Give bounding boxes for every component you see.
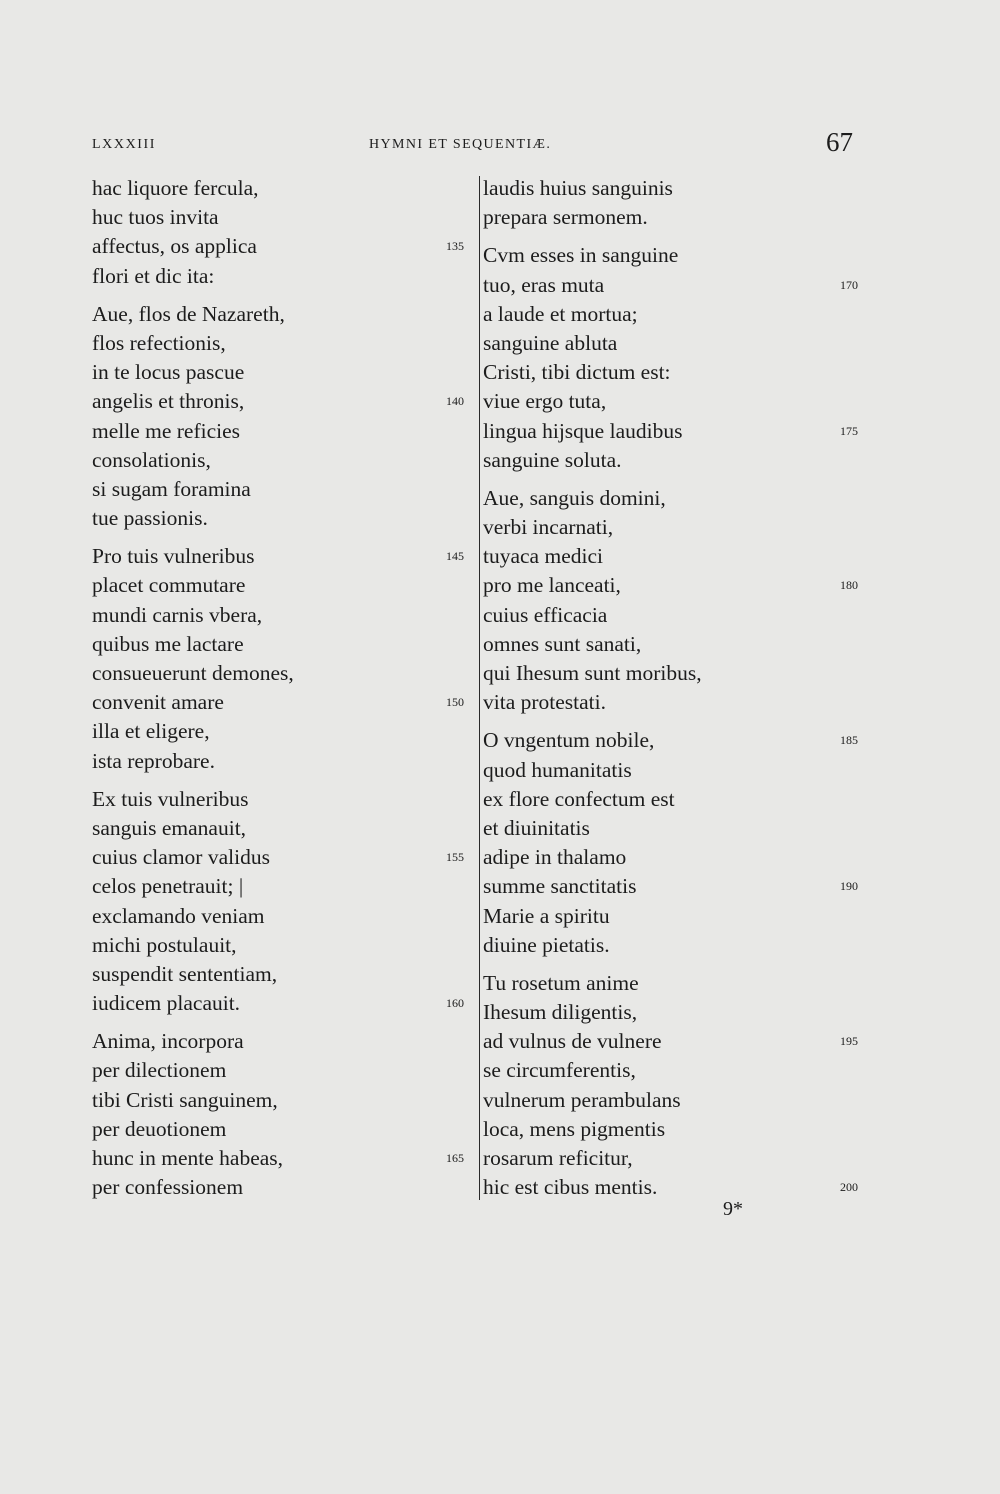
verse-line (92, 1086, 482, 1115)
verse-text: mundi carnis vbera, (92, 602, 263, 627)
verse-text: summe sanctitatis (483, 874, 637, 899)
verse-line (92, 329, 482, 358)
verse-line (92, 203, 482, 232)
verse-text: qui Ihesum sunt moribus, (483, 661, 702, 685)
verse-text: Ihesum diligentis, (483, 1000, 638, 1025)
line-number: 170 (840, 277, 858, 292)
right-verse-column (483, 174, 863, 1211)
stanza (92, 300, 482, 534)
verse-text: Cvm esses in sanguine (483, 243, 679, 268)
line-number: 195 (840, 1034, 858, 1049)
verse-text: hunc in mente habeas, (92, 1146, 284, 1170)
verse-text: per dilectionem (92, 1058, 227, 1083)
verse-line (92, 814, 482, 843)
verse-text: cuius efficacia (483, 602, 608, 627)
verse-line (483, 630, 863, 659)
column-divider (479, 176, 480, 1200)
verse-line (92, 1027, 482, 1056)
verse-text: Aue, sanguis domini, (483, 485, 666, 510)
stanza (92, 542, 482, 776)
verse-text: quod humanitatis (483, 757, 632, 782)
line-number: 160 (446, 996, 464, 1011)
verse-text: lingua hijsque laudibus (483, 418, 683, 443)
verse-text: rosarum reficitur, (483, 1146, 633, 1170)
verse-line (92, 843, 482, 872)
verse-text: placet commutare (92, 573, 246, 598)
verse-line (483, 1027, 863, 1056)
verse-text: et diuinitatis (483, 815, 590, 840)
verse-line (483, 241, 863, 270)
verse-text: flori et dic ita: (92, 263, 215, 288)
verse-text: consolationis, (92, 447, 211, 472)
verse-text: laudis huius sanguinis (483, 176, 673, 200)
line-number: 155 (446, 850, 464, 865)
verse-text: tuyaca medici (483, 544, 603, 569)
verse-text: vulnerum perambulans (483, 1087, 681, 1112)
verse-line (92, 571, 482, 600)
verse-text: diuine pietatis. (483, 932, 610, 957)
verse-line (92, 1056, 482, 1085)
verse-line (483, 446, 863, 475)
line-number: 175 (840, 423, 858, 438)
stanza (483, 726, 863, 960)
verse-text: Ex tuis vulneribus (92, 786, 249, 811)
stanza (483, 174, 863, 232)
verse-line (483, 756, 863, 785)
verse-text: tue passionis. (92, 506, 208, 531)
verse-text: ad vulnus de vulnere (483, 1029, 662, 1054)
verse-line (483, 484, 863, 513)
verse-line (483, 1144, 863, 1173)
verse-line (483, 969, 863, 998)
verse-line (483, 1173, 863, 1202)
line-number: 200 (840, 1180, 858, 1195)
verse-text: Aue, flos de Nazareth, (92, 301, 285, 326)
line-number: 190 (840, 879, 858, 894)
verse-line (483, 1086, 863, 1115)
verse-line (483, 1115, 863, 1144)
verse-text: angelis et thronis, (92, 389, 245, 414)
verse-line (92, 630, 482, 659)
verse-line (483, 174, 863, 203)
verse-text: iudicem placauit. (92, 991, 241, 1016)
verse-text: cuius clamor validus (92, 845, 270, 870)
verse-text: consueuerunt demones, (92, 661, 294, 685)
verse-text: tuo, eras muta (483, 272, 605, 297)
verse-text: pro me lanceati, (483, 573, 621, 598)
verse-text: loca, mens pigmentis (483, 1116, 666, 1141)
verse-line (92, 446, 482, 475)
verse-line (92, 688, 482, 717)
verse-text: sanguis emanauit, (92, 815, 247, 840)
verse-line (92, 475, 482, 504)
verse-text: michi postulauit, (92, 932, 237, 957)
left-verse-column (92, 174, 482, 1211)
verse-line (92, 174, 482, 203)
verse-text: a laude et mortua; (483, 301, 638, 326)
stanza (483, 484, 863, 718)
verse-line (483, 688, 863, 717)
verse-line (483, 387, 863, 416)
verse-text: ista reprobare. (92, 748, 215, 773)
verse-text: sanguine soluta. (483, 447, 622, 472)
verse-line (92, 747, 482, 776)
verse-text: Tu rosetum anime (483, 970, 639, 995)
verse-line (483, 998, 863, 1027)
verse-line (92, 872, 482, 901)
running-title: HYMNI ET SEQUENTIÆ. (369, 137, 552, 152)
verse-line (483, 785, 863, 814)
verse-text: per deuotionem (92, 1116, 227, 1141)
stanza (92, 1027, 482, 1202)
verse-text: quibus me lactare (92, 631, 244, 656)
verse-text: in te locus pascue (92, 360, 245, 385)
verse-line (92, 387, 482, 416)
verse-line (483, 417, 863, 446)
verse-text: O vngentum nobile, (483, 728, 655, 753)
line-number: 185 (840, 733, 858, 748)
verse-text: Anima, incorpora (92, 1029, 244, 1054)
verse-line (483, 814, 863, 843)
verse-line (92, 931, 482, 960)
line-number: 165 (446, 1151, 464, 1165)
verse-text: hac liquore fercula, (92, 176, 259, 200)
verse-line (92, 717, 482, 746)
verse-text: exclamando veniam (92, 903, 265, 928)
line-number: 145 (446, 549, 464, 564)
verse-text: huc tuos invita (92, 205, 219, 230)
verse-line (92, 504, 482, 533)
stanza (483, 969, 863, 1203)
verse-line (483, 513, 863, 542)
verse-line (483, 542, 863, 571)
verse-text: verbi incarnati, (483, 515, 614, 540)
verse-text: se circumferentis, (483, 1058, 636, 1083)
verse-line (92, 262, 482, 291)
verse-text: suspendit sententiam, (92, 961, 278, 986)
verse-text: celos penetrauit; | (92, 874, 244, 899)
verse-line (92, 300, 482, 329)
verse-line (483, 271, 863, 300)
verse-line (92, 960, 482, 989)
verse-text: Marie a spiritu (483, 903, 610, 928)
verse-line (483, 872, 863, 901)
verse-line (92, 542, 482, 571)
verse-line (92, 902, 482, 931)
page-number: 67 (826, 127, 853, 157)
stanza (92, 174, 482, 291)
verse-text: ex flore confectum est (483, 786, 675, 811)
verse-line (92, 989, 482, 1018)
running-header (0, 127, 1000, 167)
verse-line (483, 601, 863, 630)
verse-text: affectus, os applica (92, 234, 257, 259)
verse-text: convenit amare (92, 690, 224, 715)
verse-text: viue ergo tuta, (483, 389, 607, 414)
verse-text: vita protestati. (483, 690, 606, 715)
verse-line (92, 659, 482, 688)
verse-line (483, 571, 863, 600)
verse-line (92, 1144, 482, 1173)
verse-text: si sugam foramina (92, 476, 251, 501)
verse-line (483, 726, 863, 755)
verse-text: hic est cibus mentis. (483, 1175, 658, 1200)
line-number: 180 (840, 578, 858, 593)
verse-line (92, 232, 482, 261)
verse-line (92, 417, 482, 446)
line-number: 135 (446, 239, 464, 254)
verse-line (483, 902, 863, 931)
line-number: 140 (446, 394, 464, 409)
verse-line (92, 358, 482, 387)
verse-text: adipe in thalamo (483, 845, 627, 870)
verse-line (483, 659, 863, 688)
verse-line (92, 1173, 482, 1202)
verse-text: Cristi, tibi dictum est: (483, 360, 671, 385)
verse-text: tibi Cristi sanguinem, (92, 1087, 278, 1112)
stanza (92, 785, 482, 1019)
verse-line (483, 300, 863, 329)
verse-line (483, 358, 863, 387)
verse-text: omnes sunt sanati, (483, 631, 642, 656)
verse-text: Pro tuis vulneribus (92, 544, 255, 569)
signature-mark: 9* (723, 1198, 743, 1220)
verse-text: illa et eligere, (92, 719, 210, 744)
verse-text: per confessionem (92, 1175, 244, 1200)
line-number: 150 (446, 695, 464, 710)
stanza (483, 241, 863, 475)
verse-text: melle me reficies (92, 418, 241, 443)
verse-line (483, 1056, 863, 1085)
verse-line (483, 203, 863, 232)
verse-text: prepara sermonem. (483, 205, 648, 230)
verse-text: sanguine abluta (483, 330, 618, 355)
verse-line (92, 785, 482, 814)
verse-line (483, 843, 863, 872)
hymn-number: LXXXIII (92, 137, 157, 152)
verse-line (92, 1115, 482, 1144)
verse-line (483, 931, 863, 960)
verse-text: flos refectionis, (92, 330, 226, 355)
verse-line (92, 601, 482, 630)
verse-line (483, 329, 863, 358)
